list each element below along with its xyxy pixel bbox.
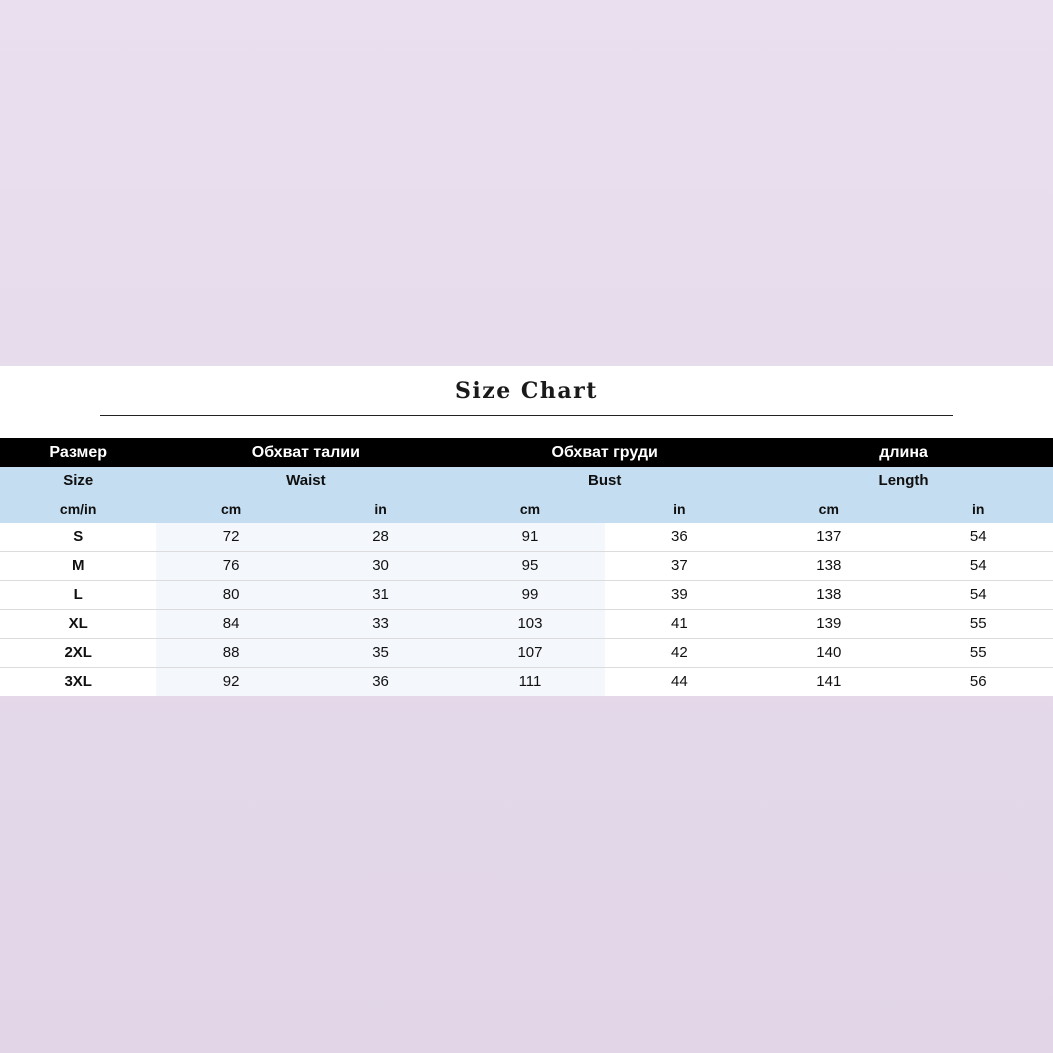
title-divider [100, 415, 953, 416]
cell-bust-in: 42 [605, 639, 754, 668]
cell-waist-cm: 80 [156, 581, 305, 610]
cell-length-cm: 137 [754, 523, 903, 552]
cell-length-in: 55 [904, 639, 1053, 668]
header-ru-size: Размер [0, 438, 156, 467]
page-title: Size Chart [455, 378, 598, 404]
cell-size: L [0, 581, 156, 610]
header-en-size: Size [0, 467, 156, 495]
cell-size: 3XL [0, 668, 156, 697]
cell-size: 2XL [0, 639, 156, 668]
table-header-english [0, 467, 1053, 495]
unit-length-in: in [904, 495, 1053, 523]
header-en-length: Length [754, 467, 1053, 495]
size-chart-table [0, 438, 1053, 696]
cell-waist-in: 30 [306, 552, 455, 581]
cell-waist-in: 36 [306, 668, 455, 697]
cell-length-cm: 140 [754, 639, 903, 668]
cell-size: S [0, 523, 156, 552]
header-en-bust: Bust [455, 467, 754, 495]
cell-waist-in: 31 [306, 581, 455, 610]
cell-bust-cm: 111 [455, 668, 604, 697]
cell-length-in: 54 [904, 552, 1053, 581]
unit-size: cm/in [0, 495, 156, 523]
header-en-waist: Waist [156, 467, 455, 495]
cell-waist-in: 28 [306, 523, 455, 552]
table-row [0, 610, 1053, 639]
cell-bust-in: 44 [605, 668, 754, 697]
cell-bust-in: 41 [605, 610, 754, 639]
cell-bust-in: 39 [605, 581, 754, 610]
cell-bust-cm: 95 [455, 552, 604, 581]
cell-waist-in: 35 [306, 639, 455, 668]
cell-length-in: 54 [904, 581, 1053, 610]
cell-length-in: 55 [904, 610, 1053, 639]
cell-length-cm: 138 [754, 552, 903, 581]
cell-waist-cm: 92 [156, 668, 305, 697]
cell-waist-cm: 76 [156, 552, 305, 581]
cell-bust-in: 36 [605, 523, 754, 552]
cell-bust-cm: 107 [455, 639, 604, 668]
size-chart-panel [0, 366, 1053, 696]
cell-length-in: 54 [904, 523, 1053, 552]
table-row [0, 523, 1053, 552]
cell-size: XL [0, 610, 156, 639]
cell-waist-cm: 72 [156, 523, 305, 552]
cell-waist-in: 33 [306, 610, 455, 639]
cell-bust-cm: 99 [455, 581, 604, 610]
cell-waist-cm: 84 [156, 610, 305, 639]
unit-length-cm: cm [754, 495, 903, 523]
cell-length-cm: 138 [754, 581, 903, 610]
cell-bust-cm: 91 [455, 523, 604, 552]
chart-title-area [0, 366, 1053, 438]
cell-bust-cm: 103 [455, 610, 604, 639]
header-ru-length: длина [754, 438, 1053, 467]
cell-bust-in: 37 [605, 552, 754, 581]
table-row [0, 668, 1053, 697]
header-ru-waist: Обхват талии [156, 438, 455, 467]
table-header-units [0, 495, 1053, 523]
header-ru-bust: Обхват груди [455, 438, 754, 467]
cell-length-cm: 139 [754, 610, 903, 639]
unit-waist-cm: cm [156, 495, 305, 523]
unit-waist-in: in [306, 495, 455, 523]
table-row [0, 639, 1053, 668]
table-row [0, 552, 1053, 581]
unit-bust-cm: cm [455, 495, 604, 523]
table-header-russian [0, 438, 1053, 467]
table-row [0, 581, 1053, 610]
cell-length-in: 56 [904, 668, 1053, 697]
cell-waist-cm: 88 [156, 639, 305, 668]
cell-length-cm: 141 [754, 668, 903, 697]
cell-size: M [0, 552, 156, 581]
unit-bust-in: in [605, 495, 754, 523]
